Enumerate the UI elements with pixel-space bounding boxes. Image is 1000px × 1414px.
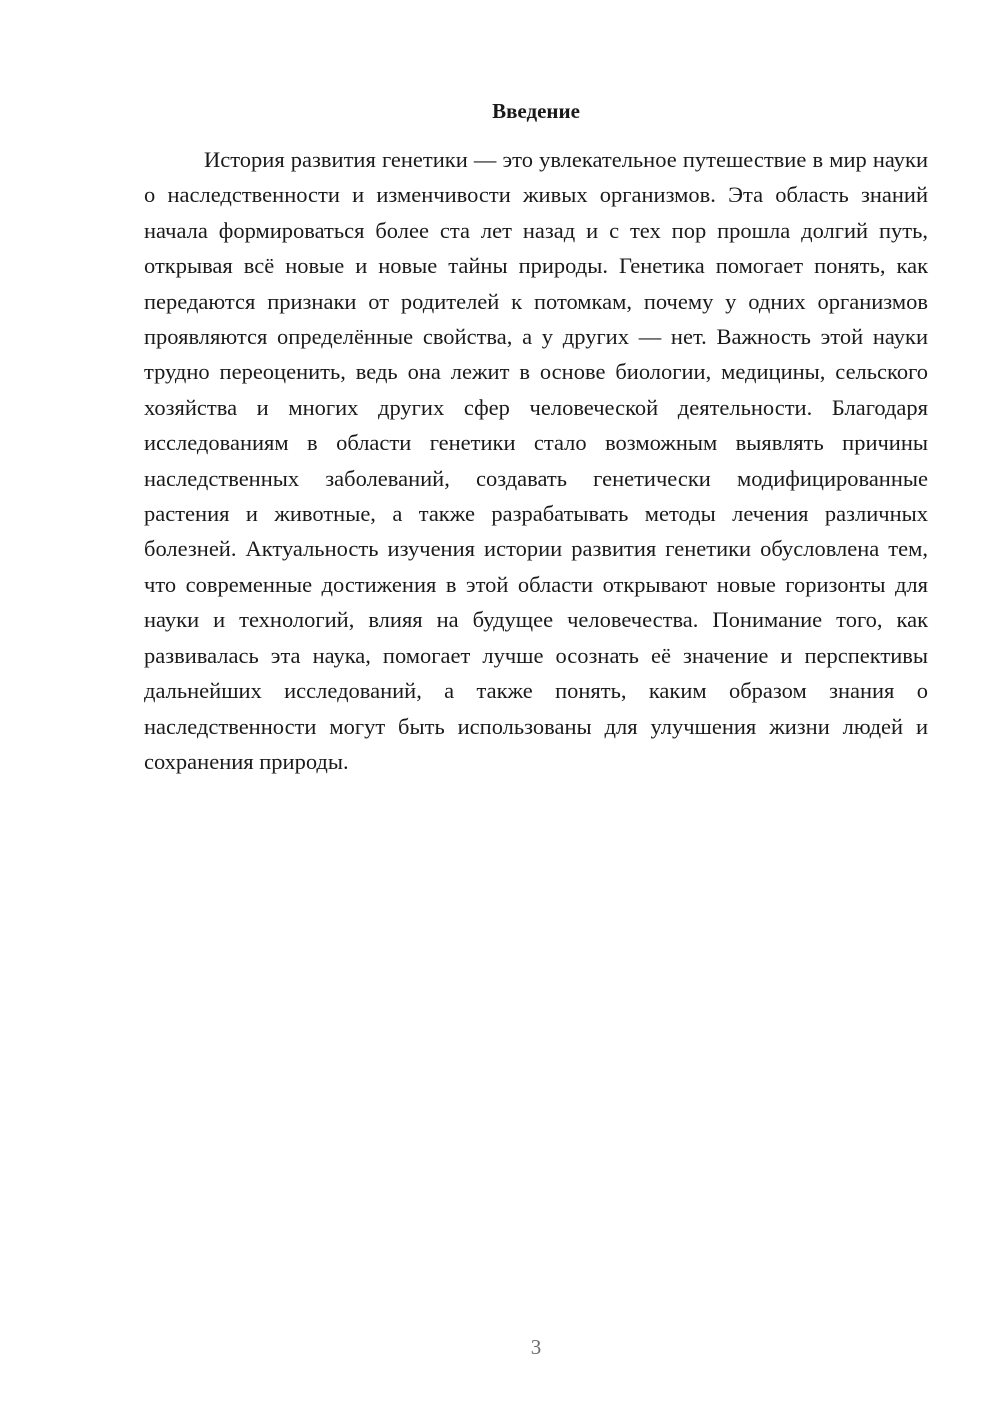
page-number: 3 [530, 1335, 542, 1359]
body-paragraph: История развития генетики — это увлекательное путешествие в мир науки о наследственности и изменчивости живых организмов. Эта область знаний начала формироваться более ста лет назад и с тех пор прошла долгий путь, открывая всё новые и новые тайны природы. Генетика помогает понять, как передаются признаки от родителей к потомкам, почему у одних организмов проявляются определённые свойства, а у других — нет. Важность этой науки трудно переоценить, ведь она лежит в основе биологии, медицины, сельского хозяйства и многих других сфер человеческой деятельности. Благодаря исследованиям в области генетики стало возможным выявлять причины наследственных заболеваний, создавать генетически модифицированные растения и животные, а также разрабатывать методы лечения различных болезней. Актуальность изучения истории развития генетики обусловлена тем, что современные достижения в этой области открывают новые горизонты для науки и технологий, влияя на будущее человечества. Понимание того, как развивалась эта наука, помогает лучше осознать её значение и перспективы дальнейших исследований, а также понять, каким образом знания о наследственности могут быть использованы для улучшения жизни людей и сохранения природы. [144, 147, 928, 774]
section-heading: Введение [492, 99, 580, 123]
